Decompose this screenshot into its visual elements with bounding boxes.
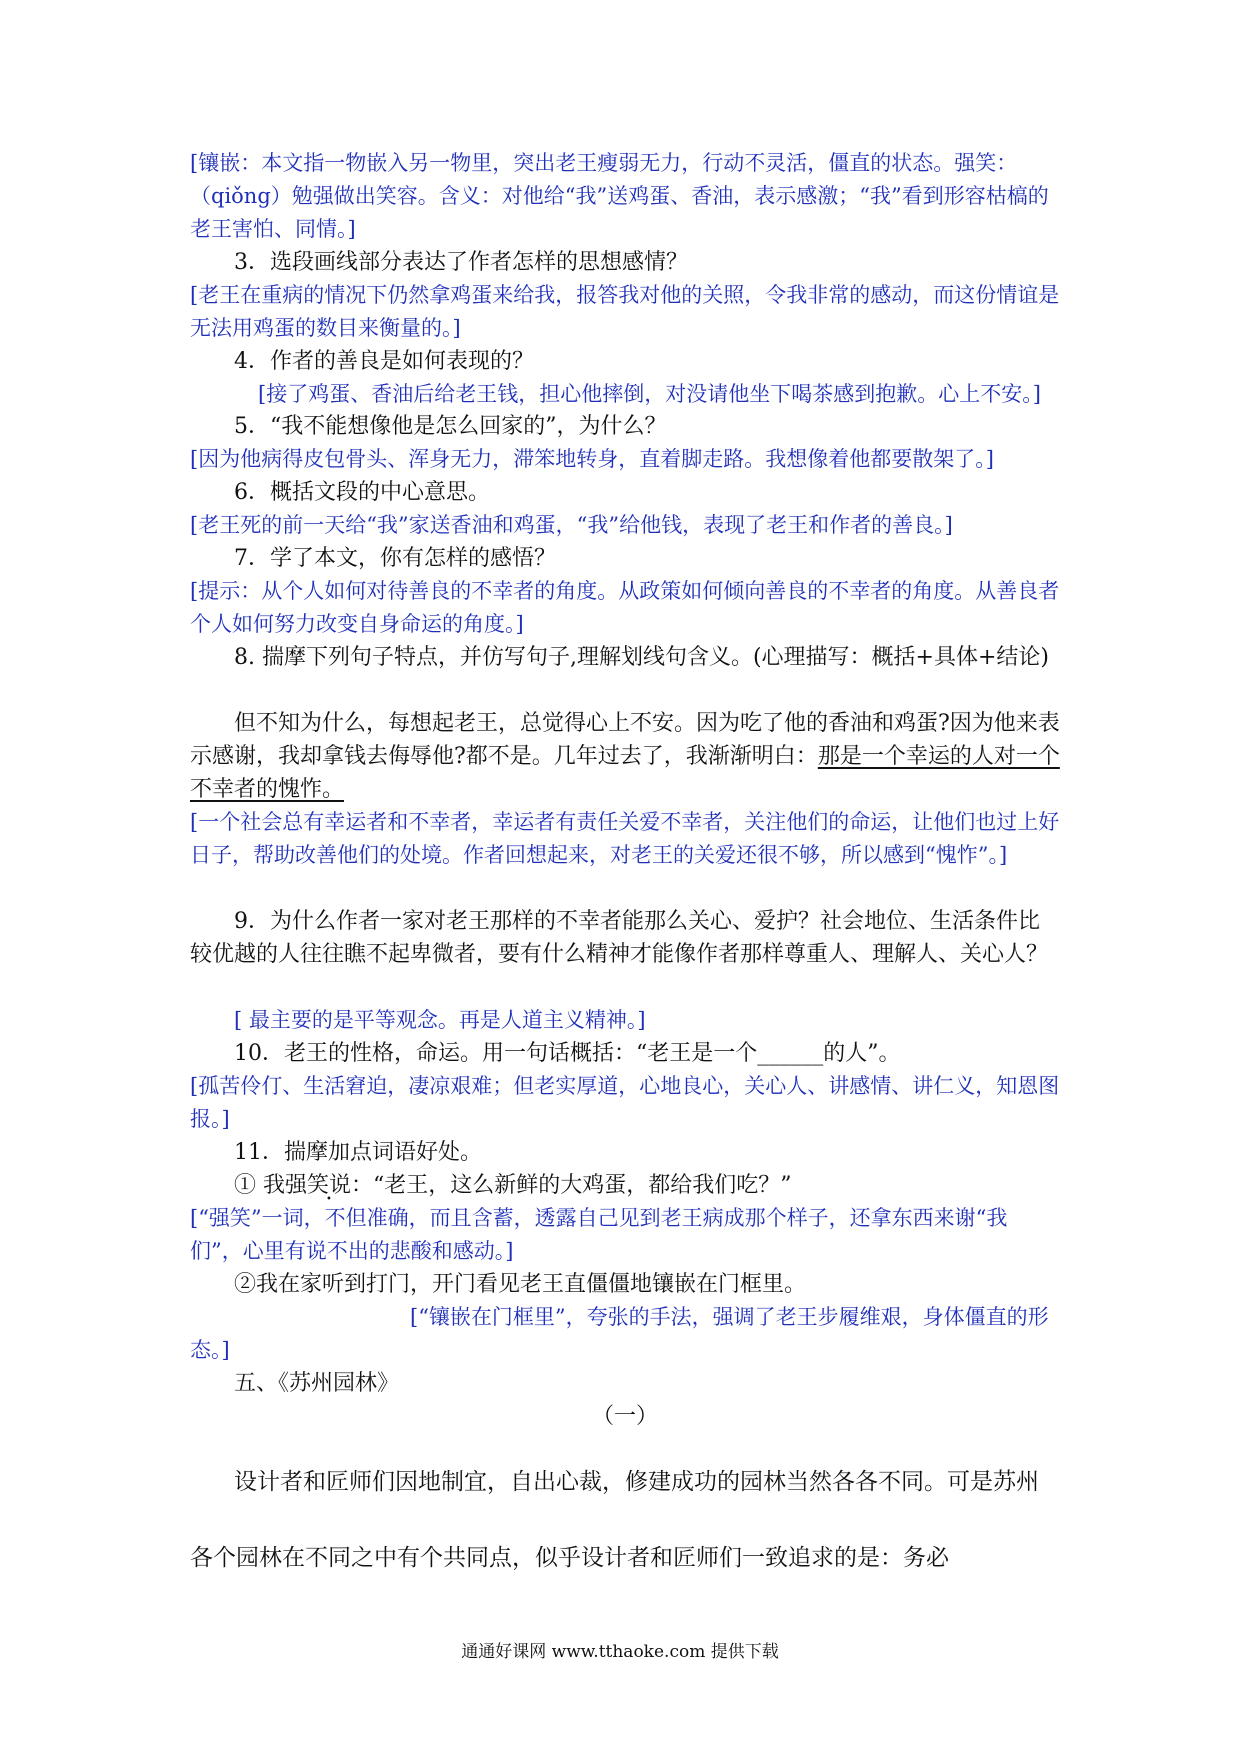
subsection-number: （一） [591,1404,658,1429]
question-3: 3．选段画线部分表达了作者怎样的思想感情？ [234,250,688,275]
dotted-word: 强笑 [285,1173,330,1198]
question-9: 9．为什么作者一家对老王那样的不幸者能那么关心、爱护？社会地位、生活条件比较优越的人往往瞧不起卑微者，要有什么精神才能像作者那样尊重人、理解人、关心人？ [190,909,1049,967]
answer-5: [因为他病得皮包骨头、浑身无力，滞笨地转身，直着脚走路。我想像着他都要散架了。] [190,447,994,471]
question-10: 10．老王的性格，命运。用一句话概括：“老王是一个______的人”。 [234,1041,901,1066]
answer-7: [提示：从个人如何对待善良的不幸者的角度。从政策如何倾向善良的不幸者的角度。从善良者个人如何努力改变自身命运的角度。] [190,579,1060,636]
answer-10: [孤苦伶仃、生活窘迫，凄凉艰难；但老实厚道，心地良心，关心人、讲感情、讲仁义，知恩图报。] [190,1074,1060,1131]
question-11-item-1 [190,1169,1060,1202]
section-heading: 五、《苏州园林》 [234,1371,400,1396]
question-5: 5．“我不能想像他是怎么回家的”，为什么？ [234,414,667,439]
question-11-item-2: ②我在家听到打门，开门看见老王直僵僵地镶嵌在门框里。 [234,1272,807,1297]
passage-8-text: 但不知为什么，每想起老王，总觉得心上不安。因为吃了他的香油和鸡蛋?因为他来表示感谢，我却拿钱去侮辱他?都不是。几年过去了，我渐渐明白： [190,711,1060,769]
answer-11-1: [“强笑”一词，不但准确，而且含蓄，透露自己见到老王病成那个样子，还拿东西来谢“我们”，心里有说不出的悲酸和感动。] [190,1206,1008,1263]
answer-xiangqian: [镶嵌：本文指一物嵌入另一物里，突出老王瘦弱无力，行动不灵活，僵直的状态。强笑：（qiǒng）勉强做出笑容。含义：对他给“我”送鸡蛋、香油，表示感激；“我”看到形容枯槁的老王害怕、同情。] [190,151,1049,241]
page-footer: 通通好课网 www.tthaoke.com 提供下载 [461,1642,779,1662]
answer-11-2: [“镶嵌在门框里”，夸张的手法，强调了老王步履维艰，身体僵直的形态。] [190,1305,1049,1362]
answer-8: [一个社会总有幸运者和不幸者，幸运者有责任关爱不幸者，关注他们的命运，让他们也过上好日子，帮助改善他们的处境。作者回想起来，对老王的关爱还很不够，所以感到“愧怍”。] [190,810,1060,867]
passage-suzhou: 设计者和匠师们因地制宜，自出心裁，修建成功的园林当然各各不同。可是苏州各个园林在不同之中有个共同点，似乎设计者和匠师们一致追求的是：务必 [190,1469,1039,1571]
answer-3: [老王在重病的情况下仍然拿鸡蛋来给我，报答我对他的关照，令我非常的感动，而这份情谊是无法用鸡蛋的数目来衡量的。] [190,283,1060,340]
answer-4: [接了鸡蛋、香油后给老王钱，担心他摔倒，对没请他坐下喝茶感到抱歉。心上不安。] [258,382,1041,406]
underlined-sentence: 那是一个幸运的人对一个不幸者的愧怍。 [190,744,1060,802]
question-11: 11．揣摩加点词语好处。 [234,1140,482,1165]
question-6: 6．概括文段的中心意思。 [234,480,490,505]
passage-8 [190,707,1060,806]
item-1-prefix: ① 我 [234,1173,285,1198]
answer-9: [ 最主要的是平等观念。再是人道主义精神。] [234,1008,646,1032]
question-4: 4．作者的善良是如何表现的？ [234,349,534,374]
item-1-suffix: 说：“老王，这么新鲜的大鸡蛋，都给我们吃？” [329,1173,792,1198]
question-7: 7．学了本文，你有怎样的感悟？ [234,546,556,571]
answer-6: [老王死的前一天给“我”家送香油和鸡蛋，“我”给他钱，表现了老王和作者的善良。] [190,513,953,537]
question-8: 8. 揣摩下列句子特点，并仿写句子,理解划线句含义。(心理描写：概括+具体+结论) [234,645,1050,670]
